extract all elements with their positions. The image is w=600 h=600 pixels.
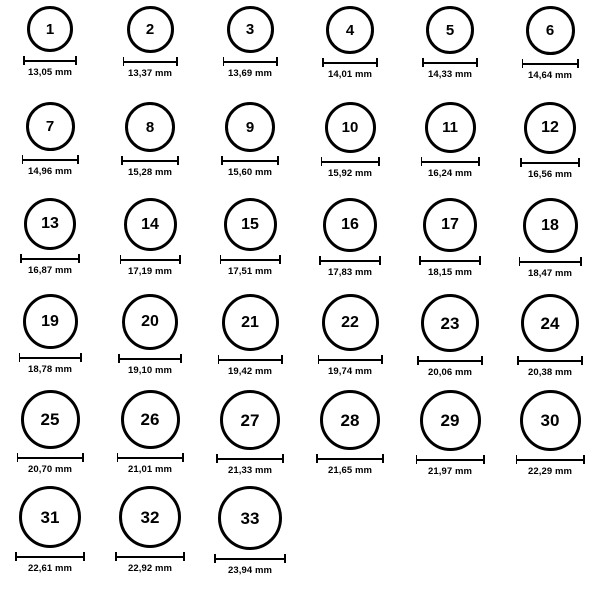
ring-circle <box>420 390 481 451</box>
dimension-bar <box>516 459 585 461</box>
dimension-bar <box>221 160 279 162</box>
dimension-tick-left <box>121 156 123 165</box>
ring-size-cell[interactable] <box>300 198 400 294</box>
dimension-tick-right <box>481 356 483 365</box>
ring-size-label: 10 <box>341 119 359 136</box>
ring-size-cell[interactable] <box>100 486 200 582</box>
diameter-value: 19,42 mm <box>227 366 273 377</box>
ring-size-cell[interactable] <box>0 6 100 102</box>
diameter-value: 22,61 mm <box>27 563 73 574</box>
ring-size-label: 2 <box>145 21 155 38</box>
ring-size-label: 26 <box>140 410 160 429</box>
ring-circle <box>27 6 73 52</box>
ring-size-label: 24 <box>540 313 560 333</box>
diameter-value: 18,47 mm <box>527 268 573 279</box>
dimension-tick-right <box>281 355 283 364</box>
diameter-value: 21,33 mm <box>227 465 273 476</box>
dimension-tick-right <box>277 156 279 165</box>
dimension-tick-left <box>516 455 518 464</box>
dimension-bar <box>121 160 179 162</box>
dimension-line <box>221 156 279 165</box>
ring-size-cell[interactable] <box>100 198 200 294</box>
dimension-line <box>214 554 286 563</box>
ring-size-cell[interactable] <box>300 6 400 102</box>
dimension-tick-right <box>180 354 182 363</box>
dimension-tick-right <box>381 355 383 364</box>
ring-circle <box>326 6 374 54</box>
dimension-bar <box>117 457 184 459</box>
ring-size-cell[interactable] <box>200 390 300 486</box>
ring-size-cell[interactable] <box>400 198 500 294</box>
diameter-value: 20,06 mm <box>427 367 473 378</box>
dimension-line <box>223 57 278 66</box>
dimension-line <box>422 58 478 67</box>
dimension-tick-right <box>183 552 185 561</box>
diameter-value: 14,01 mm <box>327 69 373 80</box>
ring-size-label: 19 <box>41 312 59 330</box>
dimension-line <box>220 255 281 264</box>
ring-size-cell[interactable] <box>0 198 100 294</box>
ring-size-label: 29 <box>440 411 460 430</box>
dimension-tick-left <box>318 355 320 364</box>
ring-size-cell[interactable] <box>100 390 200 486</box>
diameter-value: 14,96 mm <box>27 166 73 177</box>
ring-size-label: 21 <box>241 313 259 331</box>
dimension-line <box>123 57 178 66</box>
diameter-value: 15,92 mm <box>327 168 373 179</box>
ring-size-cell[interactable] <box>300 102 400 198</box>
dimension-bar <box>220 259 281 261</box>
dimension-tick-right <box>580 257 582 266</box>
dimension-tick-left <box>118 354 120 363</box>
ring-size-cell[interactable] <box>500 102 600 198</box>
diameter-value: 19,74 mm <box>327 366 373 377</box>
diameter-value: 19,10 mm <box>127 365 173 376</box>
dimension-tick-right <box>583 455 585 464</box>
dimension-bar <box>22 159 79 161</box>
dimension-tick-right <box>578 158 580 167</box>
ring-circle <box>521 294 579 352</box>
ring-circle <box>523 198 578 253</box>
ring-size-cell[interactable] <box>400 6 500 102</box>
ring-size-cell[interactable] <box>100 102 200 198</box>
ring-size-cell[interactable] <box>100 294 200 390</box>
diameter-value: 17,19 mm <box>127 266 173 277</box>
ring-size-label: 28 <box>340 410 360 430</box>
dimension-tick-right <box>77 155 79 164</box>
dimension-line <box>319 256 381 265</box>
dimension-tick-right <box>376 58 378 67</box>
dimension-line <box>417 356 483 365</box>
dimension-tick-left <box>216 454 218 463</box>
dimension-bar <box>422 62 478 64</box>
diameter-value: 21,65 mm <box>327 465 373 476</box>
dimension-tick-left <box>322 58 324 67</box>
dimension-line <box>121 156 179 165</box>
ring-size-label: 18 <box>541 216 559 234</box>
dimension-tick-left <box>319 256 321 265</box>
dimension-line <box>322 58 378 67</box>
dimension-tick-right <box>483 455 485 464</box>
dimension-tick-left <box>220 255 222 264</box>
dimension-bar <box>15 556 85 558</box>
diameter-value: 15,60 mm <box>227 167 273 178</box>
ring-size-label: 9 <box>245 118 255 136</box>
ring-size-cell[interactable] <box>0 486 100 582</box>
dimension-bar <box>318 359 383 361</box>
ring-circle <box>125 102 175 152</box>
dimension-tick-left <box>20 254 22 263</box>
dimension-bar <box>17 457 84 459</box>
ring-circle <box>124 198 177 251</box>
dimension-tick-left <box>321 157 323 166</box>
dimension-tick-left <box>117 453 119 462</box>
dimension-tick-right <box>577 59 579 68</box>
ring-size-label: 22 <box>341 313 359 331</box>
ring-size-label: 4 <box>345 21 355 39</box>
dimension-bar <box>120 259 181 261</box>
dimension-tick-right <box>78 254 80 263</box>
dimension-line <box>120 255 181 264</box>
dimension-tick-left <box>522 59 524 68</box>
dimension-tick-left <box>115 552 117 561</box>
dimension-line <box>118 354 182 363</box>
ring-size-cell[interactable] <box>500 6 600 102</box>
dimension-line <box>216 454 284 463</box>
dimension-line <box>321 157 380 166</box>
ring-size-label: 17 <box>441 216 459 233</box>
dimension-tick-right <box>379 256 381 265</box>
diameter-value: 16,24 mm <box>427 168 473 179</box>
ring-circle <box>426 6 474 54</box>
diameter-value: 14,64 mm <box>527 70 573 81</box>
dimension-bar <box>419 260 481 262</box>
diameter-value: 15,28 mm <box>127 167 173 178</box>
dimension-line <box>117 453 184 462</box>
dimension-tick-left <box>23 56 25 65</box>
dimension-bar <box>214 558 286 560</box>
ring-size-label: 25 <box>40 410 60 429</box>
dimension-tick-left <box>422 58 424 67</box>
ring-size-cell[interactable] <box>300 294 400 390</box>
diameter-value: 18,15 mm <box>427 267 473 278</box>
ring-size-label: 13 <box>41 215 59 232</box>
dimension-tick-left <box>214 554 216 563</box>
ring-circle <box>225 102 275 152</box>
ring-size-cell[interactable] <box>400 102 500 198</box>
ring-circle <box>19 486 81 548</box>
ring-size-label: 16 <box>341 216 359 233</box>
dimension-line <box>115 552 185 561</box>
dimension-tick-right <box>284 554 286 563</box>
ring-circle <box>26 102 75 151</box>
ring-circle <box>122 294 178 350</box>
ring-size-label: 7 <box>45 118 55 135</box>
ring-size-cell[interactable] <box>500 198 600 294</box>
ring-circle <box>320 390 380 450</box>
dimension-tick-left <box>123 57 125 66</box>
dimension-tick-right <box>276 57 278 66</box>
dimension-bar <box>319 260 381 262</box>
ring-size-cell[interactable] <box>300 390 400 486</box>
ring-circle <box>24 198 76 250</box>
dimension-tick-left <box>520 158 522 167</box>
diameter-value: 18,78 mm <box>27 364 73 375</box>
ring-size-label: 15 <box>241 215 259 233</box>
dimension-tick-left <box>416 455 418 464</box>
dimension-bar <box>322 62 378 64</box>
dimension-bar <box>517 360 583 362</box>
diameter-value: 13,37 mm <box>127 68 173 79</box>
dimension-tick-left <box>15 552 17 561</box>
dimension-tick-right <box>182 453 184 462</box>
dimension-bar <box>416 459 485 461</box>
dimension-tick-right <box>282 454 284 463</box>
dimension-tick-right <box>83 552 85 561</box>
ring-size-cell[interactable] <box>500 294 600 390</box>
diameter-value: 20,38 mm <box>527 367 573 378</box>
diameter-value: 20,70 mm <box>27 464 73 475</box>
dimension-tick-right <box>378 157 380 166</box>
dimension-tick-left <box>221 156 223 165</box>
ring-size-cell[interactable] <box>400 294 500 390</box>
dimension-line <box>20 254 80 263</box>
dimension-tick-left <box>316 454 318 463</box>
ring-size-label: 5 <box>445 21 455 39</box>
dimension-tick-left <box>22 155 24 164</box>
ring-size-label: 31 <box>40 507 60 527</box>
dimension-line <box>22 155 79 164</box>
dimension-bar <box>520 162 580 164</box>
dimension-bar <box>218 359 283 361</box>
dimension-bar <box>20 258 80 260</box>
dimension-tick-right <box>476 58 478 67</box>
ring-circle <box>220 390 280 450</box>
dimension-bar <box>522 63 579 65</box>
dimension-bar <box>123 61 178 63</box>
dimension-tick-left <box>421 157 423 166</box>
ring-size-cell[interactable] <box>0 294 100 390</box>
ring-circle <box>218 486 282 550</box>
ring-size-cell[interactable] <box>500 390 600 486</box>
dimension-bar <box>223 61 278 63</box>
dimension-bar <box>115 556 185 558</box>
dimension-tick-left <box>120 255 122 264</box>
ring-circle <box>23 294 78 349</box>
ring-circle <box>423 198 477 252</box>
dimension-tick-right <box>478 157 480 166</box>
dimension-tick-left <box>223 57 225 66</box>
dimension-bar <box>316 458 384 460</box>
dimension-bar <box>118 358 182 360</box>
dimension-bar <box>421 161 480 163</box>
dimension-tick-left <box>19 353 21 362</box>
ring-size-label: 33 <box>240 508 260 528</box>
dimension-bar <box>19 357 82 359</box>
ring-size-label: 23 <box>440 313 460 333</box>
dimension-tick-left <box>519 257 521 266</box>
dimension-line <box>318 355 383 364</box>
dimension-line <box>522 59 579 68</box>
ring-size-cell[interactable] <box>200 6 300 102</box>
ring-size-cell[interactable] <box>200 486 300 582</box>
dimension-tick-right <box>479 256 481 265</box>
diameter-value: 17,83 mm <box>327 267 373 278</box>
diameter-value: 13,05 mm <box>27 67 73 78</box>
dimension-line <box>519 257 582 266</box>
dimension-line <box>17 453 84 462</box>
ring-circle <box>520 390 581 451</box>
ring-size-label: 6 <box>545 22 555 39</box>
ring-circle <box>425 102 476 153</box>
diameter-value: 21,01 mm <box>127 464 173 475</box>
ring-size-label: 8 <box>145 118 155 136</box>
dimension-tick-right <box>179 255 181 264</box>
dimension-bar <box>216 458 284 460</box>
ring-size-label: 20 <box>141 313 159 330</box>
dimension-line <box>520 158 580 167</box>
ring-circle <box>21 390 80 449</box>
dimension-line <box>15 552 85 561</box>
dimension-tick-right <box>82 453 84 462</box>
diameter-value: 23,94 mm <box>227 565 273 576</box>
dimension-line <box>19 353 82 362</box>
dimension-tick-right <box>75 56 77 65</box>
dimension-line <box>516 455 585 464</box>
dimension-line <box>218 355 283 364</box>
dimension-line <box>23 56 77 65</box>
ring-circle <box>322 294 379 351</box>
dimension-line <box>316 454 384 463</box>
ring-circle <box>524 102 576 154</box>
ring-circle <box>119 486 181 548</box>
dimension-line <box>517 356 583 365</box>
dimension-tick-right <box>177 156 179 165</box>
ring-size-label: 11 <box>442 119 458 136</box>
dimension-tick-right <box>581 356 583 365</box>
diameter-value: 16,56 mm <box>527 169 573 180</box>
ring-circle <box>224 198 277 251</box>
dimension-tick-left <box>419 256 421 265</box>
ring-size-label: 27 <box>240 410 260 430</box>
dimension-tick-right <box>80 353 82 362</box>
ring-size-cell[interactable] <box>0 390 100 486</box>
dimension-line <box>421 157 480 166</box>
dimension-bar <box>417 360 483 362</box>
dimension-bar <box>321 161 380 163</box>
dimension-tick-right <box>176 57 178 66</box>
dimension-tick-right <box>382 454 384 463</box>
ring-size-cell[interactable] <box>200 198 300 294</box>
diameter-value: 21,97 mm <box>427 466 473 477</box>
dimension-bar <box>23 60 77 62</box>
ring-size-cell[interactable] <box>400 390 500 486</box>
dimension-bar <box>519 261 582 263</box>
diameter-value: 16,87 mm <box>27 265 73 276</box>
ring-circle <box>323 198 377 252</box>
ring-circle <box>421 294 479 352</box>
ring-circle <box>526 6 575 55</box>
ring-size-label: 1 <box>45 20 55 38</box>
dimension-tick-left <box>17 453 19 462</box>
dimension-line <box>419 256 481 265</box>
ring-circle <box>121 390 180 449</box>
diameter-value: 14,33 mm <box>427 69 473 80</box>
ring-size-label: 12 <box>541 119 559 136</box>
ring-circle <box>127 6 174 53</box>
ring-size-cell[interactable] <box>0 102 100 198</box>
dimension-line <box>416 455 485 464</box>
ring-size-cell[interactable] <box>200 102 300 198</box>
diameter-value: 22,29 mm <box>527 466 573 477</box>
ring-size-label: 32 <box>140 507 160 527</box>
dimension-tick-left <box>218 355 220 364</box>
ring-size-label: 14 <box>141 215 159 233</box>
dimension-tick-left <box>417 356 419 365</box>
diameter-value: 13,69 mm <box>227 68 273 79</box>
ring-size-cell[interactable] <box>100 6 200 102</box>
diameter-value: 17,51 mm <box>227 266 273 277</box>
ring-circle <box>227 6 274 53</box>
ring-size-label: 30 <box>540 411 560 430</box>
ring-size-label: 3 <box>245 21 255 38</box>
ring-circle <box>222 294 279 351</box>
dimension-tick-right <box>279 255 281 264</box>
dimension-tick-left <box>517 356 519 365</box>
diameter-value: 22,92 mm <box>127 563 173 574</box>
ring-size-cell[interactable] <box>200 294 300 390</box>
ring-circle <box>325 102 376 153</box>
